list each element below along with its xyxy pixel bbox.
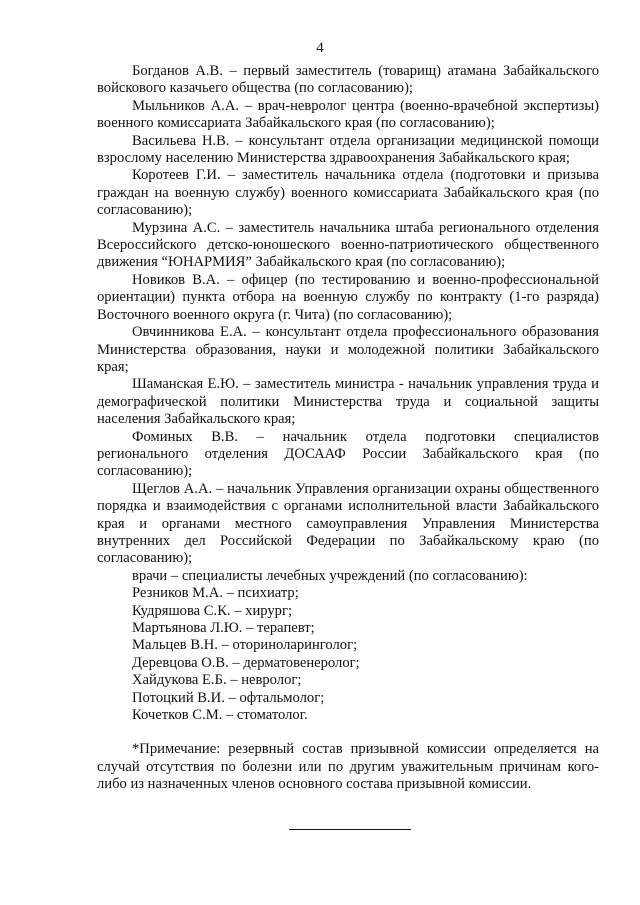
member-entry: Мурзина А.С. – заместитель начальника штаба регионального отделения Всероссийского детско-юношеского военно-патриотического общественного движения “ЮНАРМИЯ” Забайкальского края (по согласованию); bbox=[97, 219, 599, 271]
closing-rule bbox=[289, 829, 411, 830]
doctor-entry: Кочетков С.М. – стоматолог. bbox=[132, 707, 308, 724]
note-paragraph: *Примечание: резервный состав призывной комиссии определяется на случай отсутствия по болезни или по другим уважительным причинам кого-либо из назначенных членов основного состава призывной комиссии. bbox=[97, 741, 599, 793]
member-entry: Щеглов А.А. – начальник Управления организации охраны общественного порядка и взаимодействия с органами исполнительной власти Забайкальского края и органами местного самоуправления Управления Министерства внутренних дел Российской Федерации по Забайкальскому краю (по согласованию); bbox=[97, 480, 599, 567]
member-entry: Овчинникова Е.А. – консультант отдела профессионального образования Министерства образования, науки и молодежной политики Забайкальского края; bbox=[97, 324, 599, 375]
member-entry: Васильева Н.В. – консультант отдела организации медицинской помощи взрослому населению Министерства здравоохранения Забайкальского края; bbox=[97, 132, 599, 167]
member-entry: Фоминых В.В. – начальник отдела подготовки специалистов регионального отделения ДОСААФ России Забайкальского края (по согласованию); bbox=[97, 428, 599, 480]
doctor-entry: Мальцев В.Н. – оториноларинголог; bbox=[132, 637, 358, 654]
member-entry: Мыльников А.А. – врач-невролог центра (военно-врачебной экспертизы) военного комиссариата Забайкальского края (по согласованию); bbox=[97, 97, 599, 132]
doctor-entry: Деревцова О.В. – дерматовенеролог; bbox=[132, 654, 360, 671]
doctor-entry: Хайдукова Е.Б. – невролог; bbox=[132, 672, 302, 689]
page-number: 4 bbox=[316, 40, 324, 56]
document-body bbox=[97, 63, 599, 808]
member-entry: Шаманская Е.Ю. – заместитель министра - начальник управления труда и демографической политики Министерства труда и социальной защиты населения Забайкальского края; bbox=[97, 376, 599, 428]
doctor-entry: Мартьянова Л.Ю. – терапевт; bbox=[132, 620, 315, 636]
doctors-intro: врачи – специалисты лечебных учреждений (по согласованию): bbox=[132, 567, 528, 584]
doctor-entry: Кудряшова С.К. – хирург; bbox=[132, 602, 293, 619]
doctor-entry: Потоцкий В.И. – офтальмолог; bbox=[132, 689, 325, 706]
doctor-entry: Резников М.А. – психиатр; bbox=[132, 585, 299, 602]
member-entry: Коротеев Г.И. – заместитель начальника отдела (подготовки и призыва граждан на военную службу) военного комиссариата Забайкальского края (по согласованию); bbox=[97, 167, 599, 219]
member-entry: Новиков В.А. – офицер (по тестированию и военно-профессиональной ориентации) пункта отбора на военную службу по контракту (1-го разряда) Восточного военного округа (г. Чита) (по согласованию); bbox=[97, 271, 599, 323]
member-entry: Богданов А.В. – первый заместитель (товарищ) атамана Забайкальского войскового казачьего общества (по согласованию); bbox=[97, 63, 599, 97]
